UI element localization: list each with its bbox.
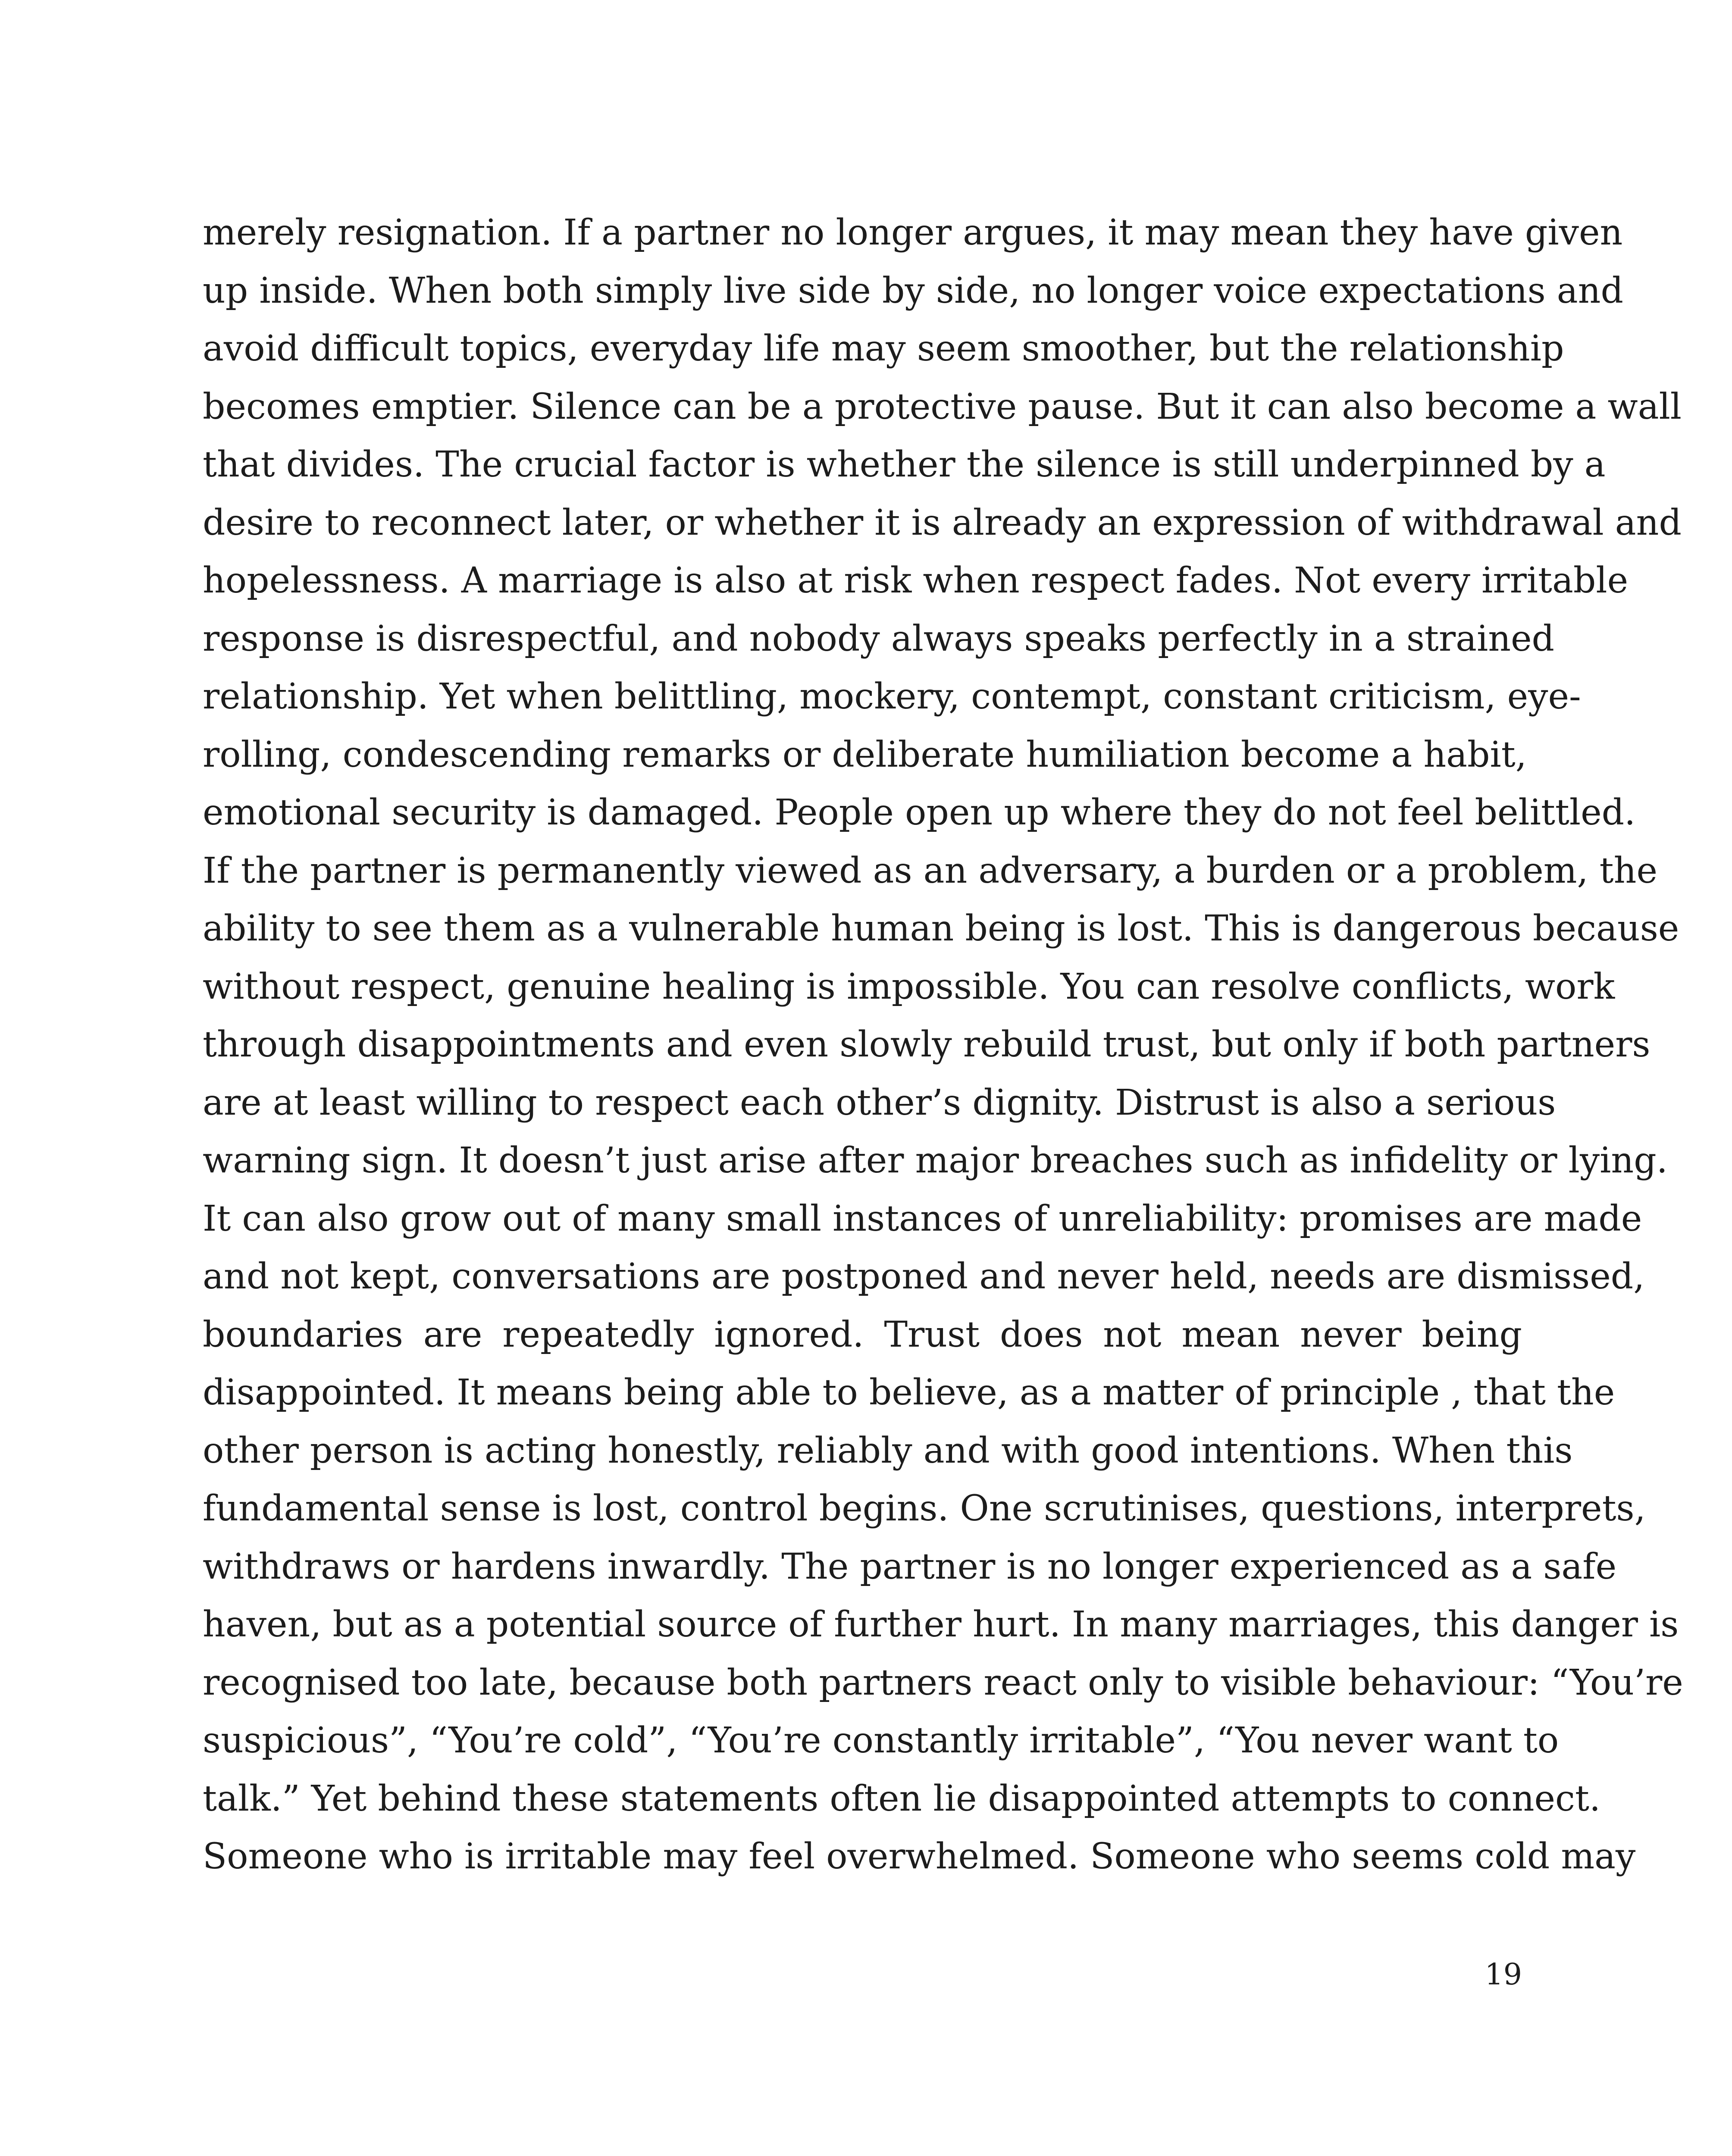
text-line: relationship. Yet when belittling, mockery, contempt, constant criticism, eye-	[203, 676, 1581, 717]
text-line: response is disrespectful, and nobody always speaks perfectly in a strained	[203, 618, 1555, 659]
body-paragraph	[203, 204, 1683, 1886]
text-line: talk.” Yet behind these statements often lie disappointed attempts to connect.	[203, 1778, 1601, 1819]
text-line: and not kept, conversations are postponed and never held, needs are dismissed,	[203, 1256, 1645, 1297]
text-line: boundaries are repeatedly ignored. Trust does not mean never being	[203, 1314, 1522, 1355]
text-line: recognised too late, because both partners react only to visible behaviour: “You’re	[203, 1662, 1683, 1703]
text-line: haven, but as a potential source of further hurt. In many marriages, this danger is	[203, 1604, 1679, 1645]
text-line: It can also grow out of many small instances of unreliability: promises are made	[203, 1198, 1642, 1239]
text-line: without respect, genuine healing is impossible. You can resolve conflicts, work	[203, 966, 1615, 1007]
text-line: are at least willing to respect each other’s dignity. Distrust is also a serious	[203, 1082, 1556, 1123]
text-line: emotional security is damaged. People open up where they do not feel belittled.	[203, 792, 1636, 833]
text-line: other person is acting honestly, reliably and with good intentions. When this	[203, 1430, 1573, 1471]
text-line: warning sign. It doesn’t just arise after major breaches such as infidelity or lying.	[203, 1140, 1668, 1181]
page-number: 19	[1485, 1958, 1522, 1992]
text-line: through disappointments and even slowly rebuild trust, but only if both partners	[203, 1024, 1651, 1065]
text-line: disappointed. It means being able to believe, as a matter of principle , that the	[203, 1372, 1615, 1413]
text-line: merely resignation. If a partner no longer argues, it may mean they have given	[203, 212, 1623, 253]
text-line: avoid difficult topics, everyday life may seem smoother, but the relationship	[203, 328, 1564, 369]
text-line: fundamental sense is lost, control begins. One scrutinises, questions, interprets,	[203, 1488, 1646, 1529]
text-line: suspicious”, “You’re cold”, “You’re constantly irritable”, “You never want to	[203, 1720, 1559, 1761]
text-line: up inside. When both simply live side by side, no longer voice expectations and	[203, 270, 1623, 311]
text-line: If the partner is permanently viewed as an adversary, a burden or a problem, the	[203, 850, 1657, 891]
text-line: withdraws or hardens inwardly. The partner is no longer experienced as a safe	[203, 1546, 1617, 1587]
text-line: ability to see them as a vulnerable human being is lost. This is dangerous because	[203, 908, 1679, 949]
text-line: becomes emptier. Silence can be a protective pause. But it can also become a wall	[203, 386, 1682, 427]
text-line: that divides. The crucial factor is whether the silence is still underpinned by a	[203, 444, 1606, 485]
text-line: rolling, condescending remarks or deliberate humiliation become a habit,	[203, 734, 1527, 775]
text-line: Someone who is irritable may feel overwhelmed. Someone who seems cold may	[203, 1836, 1636, 1877]
text-line: hopelessness. A marriage is also at risk when respect fades. Not every irritable	[203, 560, 1629, 601]
text-line: desire to reconnect later, or whether it is already an expression of withdrawal and	[203, 502, 1682, 543]
